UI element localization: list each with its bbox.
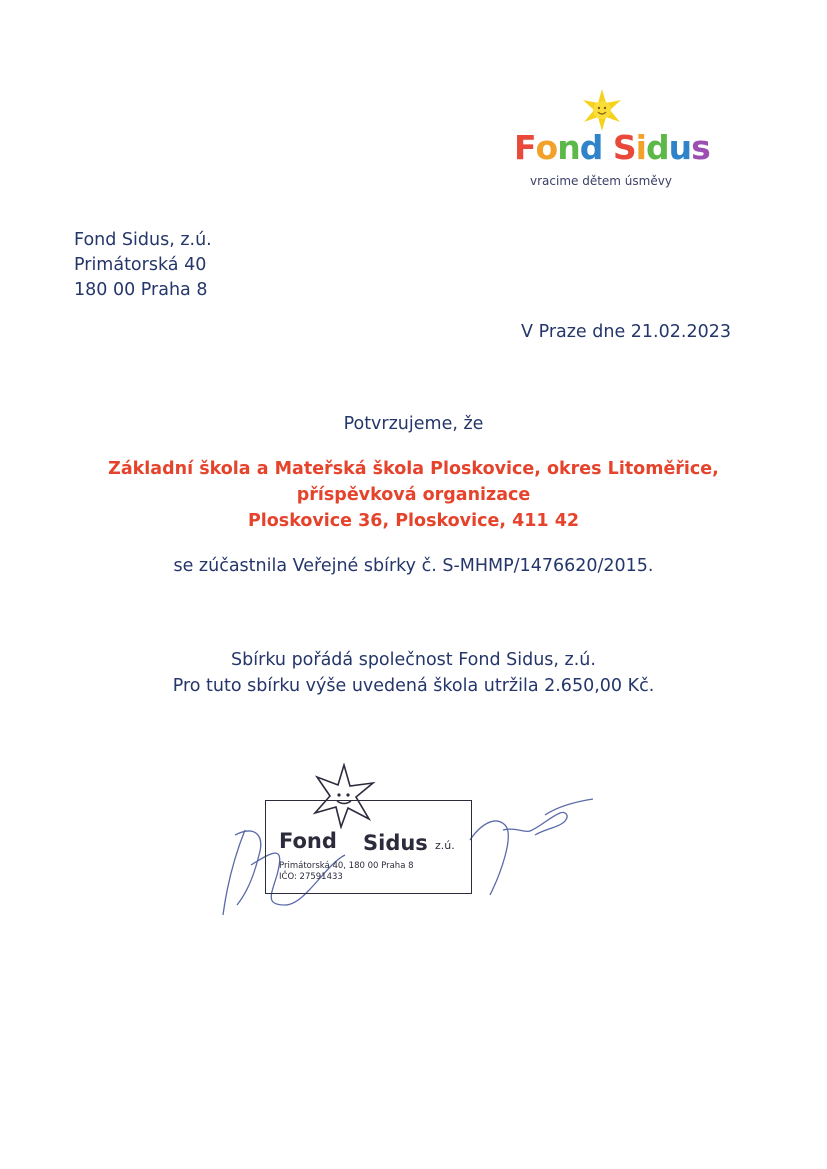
stamp-and-signature — [215, 755, 615, 930]
logo-letter — [602, 128, 613, 167]
confirmation-text: Potvrzujeme, že — [343, 414, 484, 434]
stamp-suffix: z.ú. — [435, 839, 455, 852]
logo-letter: u — [668, 128, 692, 167]
participation-text: se zúčastnila Veřejné sbírky č. S-MHMP/1476620/2015. — [173, 556, 654, 576]
document-date: V Praze dne 21.02.2023 — [521, 322, 731, 342]
logo-letter: n — [557, 128, 580, 167]
logo-tagline: vracime dětem úsměvy — [530, 174, 672, 188]
sender-address — [74, 228, 212, 303]
logo-letter: s — [691, 128, 710, 167]
stamp-address — [279, 861, 414, 883]
logo-letter: S — [612, 128, 636, 167]
logo-letter: i — [635, 128, 646, 167]
organizer-text: Sbírku pořádá společnost Fond Sidus, z.ú. — [231, 650, 596, 670]
stamp-street: Primátorská 40, 180 00 Praha 8 — [279, 861, 414, 871]
school-block — [0, 456, 827, 534]
sender-name: Fond Sidus, z.ú. — [74, 230, 212, 250]
sender-street: Primátorská 40 — [74, 255, 207, 275]
stamp-name-second: Sidus — [363, 831, 428, 855]
amount-text: Pro tuto sbírku výše uvedená škola utržila 2.650,00 Kč. — [172, 676, 655, 696]
stamp-name: Fond — [279, 829, 337, 853]
school-type: příspěvková organizace — [296, 485, 531, 505]
school-address: Ploskovice 36, Ploskovice, 411 42 — [247, 511, 580, 531]
logo-letter: F — [514, 128, 536, 167]
logo-wordmark — [514, 128, 710, 167]
school-name: Základní škola a Mateřská škola Ploskovice, okres Litoměřice, — [108, 459, 719, 479]
logo-letter: o — [535, 128, 558, 167]
logo-letter: d — [579, 128, 603, 167]
stamp-ico: IČO: 27591433 — [279, 872, 343, 882]
organizer-block — [0, 647, 827, 699]
fond-sidus-logo — [500, 88, 710, 198]
sender-city: 180 00 Praha 8 — [74, 280, 208, 300]
sun-star-icon — [580, 88, 624, 132]
logo-letter: d — [645, 128, 669, 167]
